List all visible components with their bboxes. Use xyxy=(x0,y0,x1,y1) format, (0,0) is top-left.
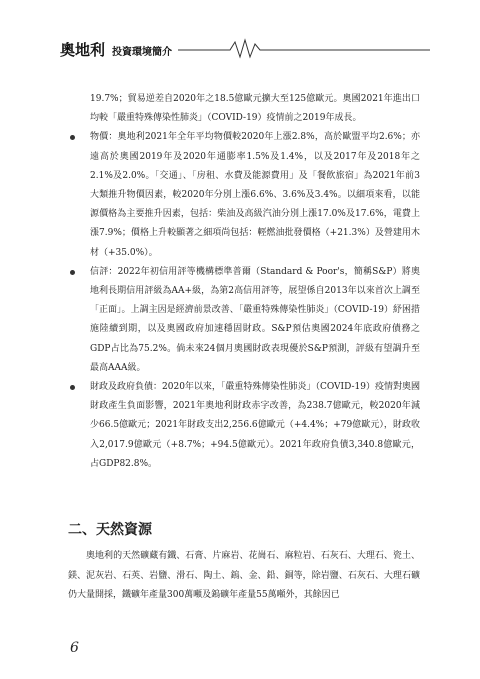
trade-paragraph-continuation: 19.7%；貿易逆差自2020年之18.5億歐元擴大至125億歐元。奧國2021年進出口均較「嚴重特殊傳染性肺炎」（COVID-19）疫情前之2019年成長。 xyxy=(90,94,420,124)
main-content xyxy=(60,90,420,474)
fiscal-text: 財政及政府負債：2020年以來，「嚴重特殊傳染性肺炎」（COVID-19）疫情對奧國財政產生負面影響，2021年奧地利財政赤字改善，為238.7億歐元，較2020年減少66.5億歐元；2021年財政支出2,256.6億歐元（+4.4%；+79億歐元），財政收入2,017.9億歐元（+8.7%；+94.5億歐元）。2021年政府負債3,340.8億歐元，占GDP82.8%。 xyxy=(90,382,420,469)
bullet-prices xyxy=(60,128,420,262)
prices-text: 物價：奧地利2021年全年平均物價較2020年上漲2.8%，高於歐盟平均2.6%；亦遠高於奧國2019年及2020年通膨率1.5%及1.4%，以及2017年及2018年之2.1%及2.0%。「交通」、「房租、水費及能源費用」及「餐飲旅宿」為2021年前3大類推升物價因素，較2020年分別上漲6.6%、3.6%及3.4%。以細項來看，以能源價格為主要推升因素，包括：柴油及高級汽油分別上漲17.0%及17.6%，電費上漲7.9%；價格上升較顯著之細項尚包括：輕燃油批發價格（+21.3%）及營建用木材（+35.0%）。 xyxy=(90,132,420,258)
bullet-dot-icon xyxy=(70,270,75,275)
bullet-fiscal xyxy=(60,378,420,474)
section-title: 二、天然資源 xyxy=(68,522,152,538)
natural-resources-paragraph: 奧地利的天然礦藏有鐵、石膏、片麻岩、花崗石、麻粒岩、石灰石、大理石、瓷土、鎂、泥灰岩、石英、岩鹽、滑石、陶土、鎢、金、鉛、銅等，除岩鹽、石灰石、大理石礦仍大量開採，鐵礦年產量300萬噸及鎢礦年產量55萬噸外，其餘因已 xyxy=(68,551,420,600)
header-title-main: 奧地利 xyxy=(60,41,106,59)
page-number: 6 xyxy=(70,640,79,656)
credit-rating-text: 信評：2022年初信用評等機構標準普爾（Standard & Poor's，簡稱S&P）將奧地利長期信用評級為AA+級，為第2高信用評等，展望係自2013年以來首次上調至「正面」。上調主因是經濟前景改善、「嚴重特殊傳染性肺炎」（COVID-19）紓困措施陸續到期，以及奧國政府加速穩固財政。S&P預估奧國2024年底政府債務之GDP占比為75.2%。倘未來24個月奧國財政表現優於S&P預測，評級有望調升至最高AAA級。 xyxy=(90,266,420,373)
page-header xyxy=(60,37,430,59)
bullet-credit-rating xyxy=(60,263,420,378)
bullet-dot-icon xyxy=(70,135,75,140)
bullet-dot-icon xyxy=(70,385,75,390)
header-title-sub: 投資環境簡介 xyxy=(112,47,172,58)
